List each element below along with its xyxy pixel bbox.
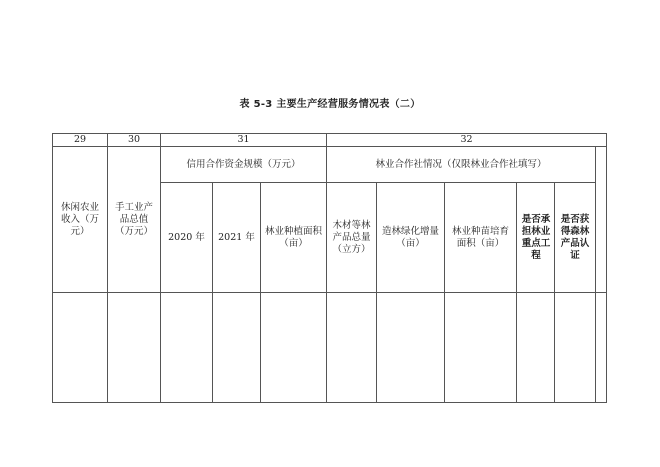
col-number-31: 31 (161, 134, 327, 147)
service-table (52, 133, 607, 403)
data-cell (555, 293, 596, 403)
data-cell (53, 293, 108, 403)
header-certification: 是否获得森林产品认证 (555, 183, 596, 293)
data-cell (213, 293, 261, 403)
header-leisure-income: 休闲农业收入（万元） (53, 147, 108, 293)
header-planting-area: 林业种植面积（亩） (261, 183, 327, 293)
col-number-30: 30 (108, 134, 161, 147)
data-cell (596, 293, 607, 403)
header-year-2020: 2020 年 (161, 183, 213, 293)
header-nursery-area: 林业种苗培育面积（亩） (445, 183, 517, 293)
col-number-29: 29 (53, 134, 108, 147)
data-cell (517, 293, 555, 403)
data-cell (327, 293, 377, 403)
data-cell (108, 293, 161, 403)
spacer-cell (596, 147, 607, 293)
header-timber-output: 木材等林产品总量（立方） (327, 183, 377, 293)
page-title: 表 5-3 主要生产经营服务情况表（二） (239, 99, 421, 110)
header-key-project: 是否承担林业重点工程 (517, 183, 555, 293)
data-cell (261, 293, 327, 403)
header-afforestation: 造林绿化增量（亩） (377, 183, 445, 293)
data-cell (377, 293, 445, 403)
data-cell (161, 293, 213, 403)
group-credit-coop: 信用合作资金规模（万元） (161, 147, 327, 183)
header-handicraft-output: 手工业产品总值（万元） (108, 147, 161, 293)
group-forestry-coop: 林业合作社情况（仅限林业合作社填写） (327, 147, 596, 183)
col-number-32: 32 (327, 134, 607, 147)
data-cell (445, 293, 517, 403)
header-year-2021: 2021 年 (213, 183, 261, 293)
